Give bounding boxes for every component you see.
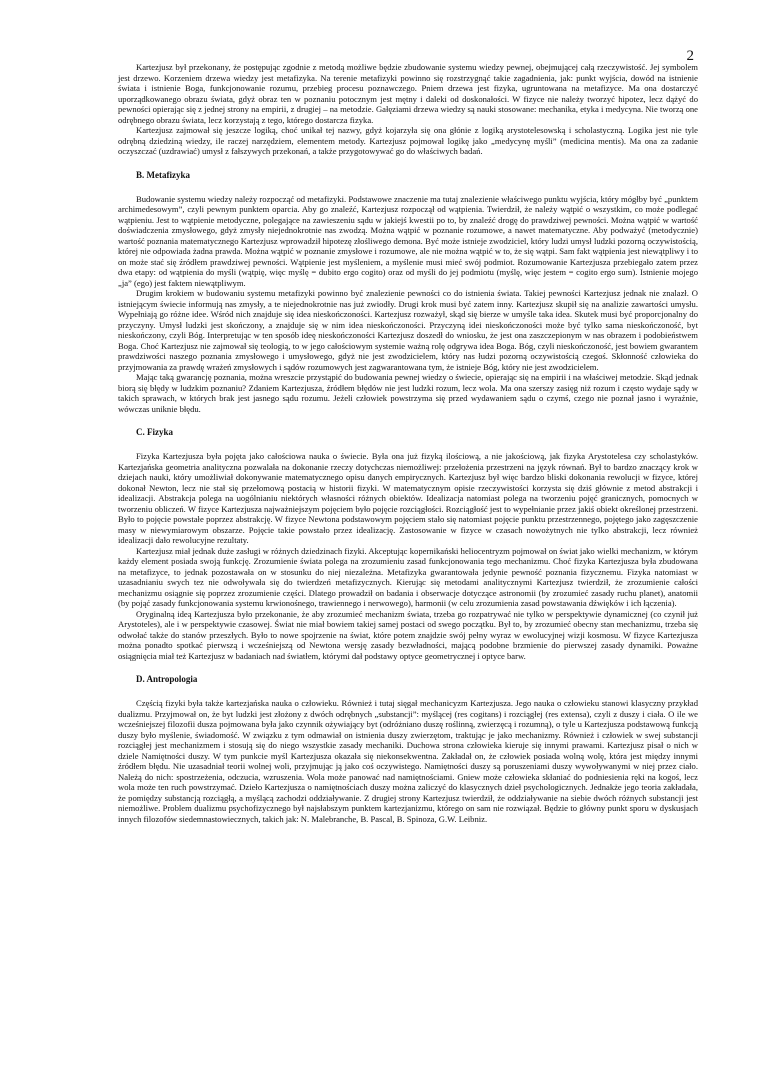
document-body	[118, 62, 698, 824]
section-heading: C. Fizyka	[136, 427, 173, 437]
paragraph: Mając taką gwarancję poznania, można wreszcie przystąpić do budowania pewnej wiedzy o świecie, opierając się na empirii i na właściwej metodzie. Skąd jednak biorą się błędy w ludzkim poznaniu? Zdaniem Kartezjusza, źródłem błędów nie jest ludzki rozum, lecz wola. Ma ona szerszy zasięg niż rozum i często wydaje sądy w takich sprawach, w których brak jest jasnego sądu rozumu. Jeżeli człowiek powstrzyma się przed wydawaniem sądu o czymś, czego nie poznał jasno i wyraźnie, wówczas uniknie błędu.	[118, 372, 698, 414]
paragraph: Drugim krokiem w budowaniu systemu metafizyki powinno być znalezienie pewności co do istnienia świata. Takiej pewności Kartezjusz jednak nie znalazł. O istniejącym świecie informują nas zmysły, a te niejednokrotnie nas już zwiodły. Drugi krok musi być zatem inny. Kartezjusz skupił się na analizie zawartości umysłu. Wypełniają go różne idee. Wśród nich znajduje się idea nieskończoności. Kartezjusz rozważył, skąd się bierze w umyśle taka idea. Skutek musi być proporcjonalny do przyczyny. Umysł ludzki jest skończony, a znajduje się w nim idea nieskończoności. Przyczyną idei nieskończoności może być tylko sama nieskończoność, byt nieskończony, czyli Bóg. Interpretując w ten sposób ideę nieskończoności Kartezjusz doszedł do wniosku, że jest ona zaszczepionym w nas obrazem i podobieństwem Boga. Choć Kartezjusz nie zajmował się teologią, to w jego całościowym systemie ważną rolę odgrywa idea Boga. Bóg, czyli nieskończoność, jest bowiem gwarantem prawdziwości naszego poznania zmysłowego i umysłowego, gdyż nie jest zwodzicielem, który nas łudzi pozorną oczywistością czegoś. Skłonność człowieka do przyjmowania za prawdę wrażeń zmysłowych i sądów rozumowych jest zagwarantowana tym, że istnieje Bóg, który nie jest zwodzicielem.	[118, 288, 698, 372]
section-fizyka	[118, 427, 698, 661]
section-heading: D. Antropologia	[136, 674, 198, 684]
section-intro	[118, 62, 698, 157]
page-number: 2	[686, 48, 694, 64]
section-antropologia	[118, 674, 698, 824]
paragraph: Oryginalną ideą Kartezjusza było przekonanie, że aby zrozumieć mechanizm świata, trzeba go rozpatrywać nie tylko w perspektywie dynamicznej (co czynił już Arystoteles), ale i w perspektywie czasowej. Świat nie miał bowiem takiej samej postaci od swego początku. Był to, by zrozumieć obecny stan mechanizmu, trzeba się odwołać także do stanów przeszłych. Było to nowe spojrzenie na świat, które potem znajdzie swój pełny wyraz w ewolucyjnej wizji kosmosu. W fizyce Kartezjusza można ponadto spotkać pierwszą i wcześniejszą od Newtona wersję zasady bezwładności, mającą podobne brzmienie do pierwszej zasady dynamiki. Poważne osiągnięcia miał też Kartezjusz w badaniach nad światłem, którymi dał podstawy optyce geometrycznej i optyce barw.	[118, 608, 698, 661]
section-heading: B. Metafizyka	[136, 169, 190, 180]
section-metafizyka	[118, 170, 698, 415]
paragraph: Kartezjusz miał jednak duże zasługi w różnych dziedzinach fizyki. Akceptując kopernikański heliocentryzm pojmował on świat jako wielki mechanizm, w którym każdy element posiada swoją funkcję. Zrozumienie świata polega na zrozumieniu zasad funkcjonowania tego mechanizmu. Choć fizyka Kartezjusza była zbudowana na metafizyce, to jednak pozostawała on w stosunku do niej niezależna. Metafizyka gwarantowała jedynie pewność poznania fizycznemu. Fizyka natomiast w uzasadnianiu swych tez nie odwoływała się do twierdzeń metafizycznych. Kierując się metodami analitycznymi Kartezjusz twierdził, że zrozumienie całości mechanizmu osiągnie się poprzez zrozumienie części. Dlatego prowadził on badania i obserwacje dotyczące astronomii (by zrozumieć zasady ruchu planet), anatomii (by pojąć zasady funkcjonowania systemu krwionośnego, trawiennego i nerwowego), harmonii (w celu zrozumienia zasad powstawania dźwięków i ich łączenia).	[118, 545, 698, 608]
paragraph: Kartezjusz zajmował się jeszcze logiką, choć unikał tej nazwy, gdyż kojarzyła się ona głónie z logiką arystotelesowską i scholastyczną. Logika jest nie tyle odrębną dziedziną wiedzy, ile raczej narzędziem, elementem metody. Kartezjusz pojmował logikę jako „medycynę myśli” (medicina mentis). Ma ona za zadanie oczyszczać (uzdrawiać) umysł z fałszywych przekonań, a także przygotowywać go do właściwych badań.	[118, 125, 698, 156]
paragraph: Fizyka Kartezjusza była pojęta jako całościowa nauka o świecie. Była ona już fizyką ilościową, a nie jakościową, jak fizyka Arystotelesa czy scholastyków. Kartezjańska geometria analityczna pozwalała na dokonanie rzeczy dotychczas niemożliwej: przełożenia przestrzeni na język równań. Był to bardzo znaczący krok w dziejach nauki, który umożliwiał dokonywanie matematycznego opisu danych empirycznych. Kartezjusz był więc bardzo bliski dokonania rewolucji w fizyce, której dokonał Newton, lecz nie stał się przełomową postacią w historii fizyki. W matematycznym opisie rzeczywistości korzysta się dziś głównie z metod abstrakcji i idealizacji. Abstrakcja polega na uogólnianiu niektórych własności różnych obiektów. Idealizacja natomiast polega na tworzeniu pojęć granicznych, pomocnych w tworzeniu obliczeń. W fizyce Kartezjusza najważniejszym pojęciem było pojęcie rozciągłości. Rozciągłość jest to wypełnianie przez jakiś obiekt określonej przestrzeni. Było to pojęcie powstałe poprzez abstrakcję. W fizyce Newtona podstawowym pojęciem stało się natomiast pojęcie punktu przestrzennego, pojętego jako zagęszczenie masy w niewymiarowym obszarze. Pojęcie takie powstało przez idealizację. Zastosowanie w fizyce w czasach nowożytnych nie tylko abstrakcji, lecz również idealizacji dało rewolucyjne rezultaty.	[118, 451, 698, 545]
paragraph: Kartezjusz był przekonany, że postępując zgodnie z metodą możliwe będzie zbudowanie systemu wiedzy pewnej, obejmującej całą rzeczywistość. Jej symbolem jest drzewo. Korzeniem drzewa wiedzy jest metafizyka. Na terenie metafizyki powinno się rozstrzygnąć takie zagadnienia, jak: punkt wyjścia, dowód na istnienie świata i istnienie Boga, funkcjonowanie rozumu, przebieg procesu poznawczego. Pniem drzewa jest fizyka, ugruntowana na metafizyce. Ma ona dostarczyć uporządkowanego obrazu świata, gdyż obraz ten w poznaniu potocznym jest mętny i daleki od doskonałości. W fizyce nie należy tworzyć hipotez, lecz dążyć do pewności opierając się z jednej strony na empirii, z drugiej – na metodzie. Gałęziami drzewa wiedzy są nauki stosowane: mechanika, etyka i medycyna. Nie tworzą one odrębnego obrazu świata, lecz korzystają z tego, którego dostarcza fizyka.	[118, 62, 698, 125]
paragraph: Budowanie systemu wiedzy należy rozpocząć od metafizyki. Podstawowe znaczenie ma tutaj znalezienie właściwego punktu wyjścia, który mógłby być „punktem archimedesowym”, czyli pewnym punktem oparcia. Aby go znaleźć, Kartezjusz rozpoczął od wątpienia. Twierdził, że należy wątpić o wszystkim, co może podlegać wątpieniu. Jest to wątpienie metodyczne, polegające na zawieszeniu sądu w jakiejś kwestii po to, by znaleźć drogę do prawdziwej pewności. Można wątpić w wartość doświadczenia zmysłowego, gdyż zmysły niejednokrotnie nas zwodzą. Można wątpić w poznanie rozumowe, a nawet matematyczne. Aby podważyć (metodycznie) wartość poznania matematycznego Kartezjusz wprowadził hipotezę złośliwego demona. Być może istnieje zwodziciel, który ludzi umysł ludzki pozorną oczywistością, której nie odpowiada żadna prawda. Można wątpić w poznanie zmysłowe i rozumowe, ale nie można wątpić w to, że się wątpi. Sam fakt wątpienia jest niewątpliwy i to on może stać się źródłem prawdziwej pewności. Wątpienie jest myśleniem, a myślenie musi mieć swój podmiot. Rozumowanie Kartezjusza przebiegało zatem przez dwa etapy: od wątpienia do myśli (wątpię, więc myślę = dubito ergo cogito) oraz od myśli do jej podmiotu (myślę, więc jestem = cogito ergo sum). Istnienie mojego „ja” (ego) jest faktem niewątpliwym.	[118, 193, 698, 288]
paragraph: Częścią fizyki była także kartezjańska nauka o człowieku. Również i tutaj sięgał mechanicyzm Kartezjusza. Jego nauka o człowieku stanowi klasyczny przykład dualizmu. Przyjmował on, że byt ludzki jest złożony z dwóch odrębnych „substancji”: myślącej (res cogitans) i rozciągłej (res extensa), czyli z duszy i ciała. O ile we wcześniejszej filozofii dusza pojmowana była jako czynnik ożywiający byt (odróżniano duszę roślinną, zwierzęcą i rozumną), o tyle u Kartezjusza podstawową funkcją duszy było myślenie, świadomość. W związku z tym odmawiał on istnienia duszy zwierzętom, traktując je jako mechanizmy. Również i człowiek w swej substancji rozciągłej jest mechanizmem i stosują się do niego wszystkie zasady mechaniki. Duchowa strona człowieka kieruje się innymi prawami. Kartezjusz pisał o nich w dziele Namiętności duszy. W tym punkcie myśl Kartezjusza okazała się niekonsekwentna. Zakładał on, że człowiek posiada wolną wolę, która jest między innymi źródłem błędu. Nie uzasadniał teorii wolnej woli, przyjmując ją jako coś oczywistego. Namiętności duszy są poruszeniami duszy wywoływanymi w niej przez ciało. Należą do nich: spostrzeżenia, odczucia, wzruszenia. Wola może panować nad namiętnościami. Gniew może człowieka skłaniać do podniesienia ręki na kogoś, lecz wola może ten ruch powstrzymać. Dzieło Kartezjusza o namiętnościach duszy można zaliczyć do klasycznych dzieł psychologicznych. Jednakże jego teoria zakładała, że pomiędzy substancją rozciągłą, a myślącą zachodzi oddziaływanie. Z drugiej strony Kartezjusz twierdził, że oddziaływanie na siebie dwóch różnych substancji jest niemożliwe. Problem dualizmu psychofizycznego był najsłabszym punktem kartezjanizmu, którego on sam nie rozwiązał. Będzie to główny punkt sporu w dyskusjach innych filozofów siedemnastowiecznych, takich jak: N. Malebranche, B. Pascal, B. Spinoza, G.W. Leibniz.	[118, 698, 698, 824]
